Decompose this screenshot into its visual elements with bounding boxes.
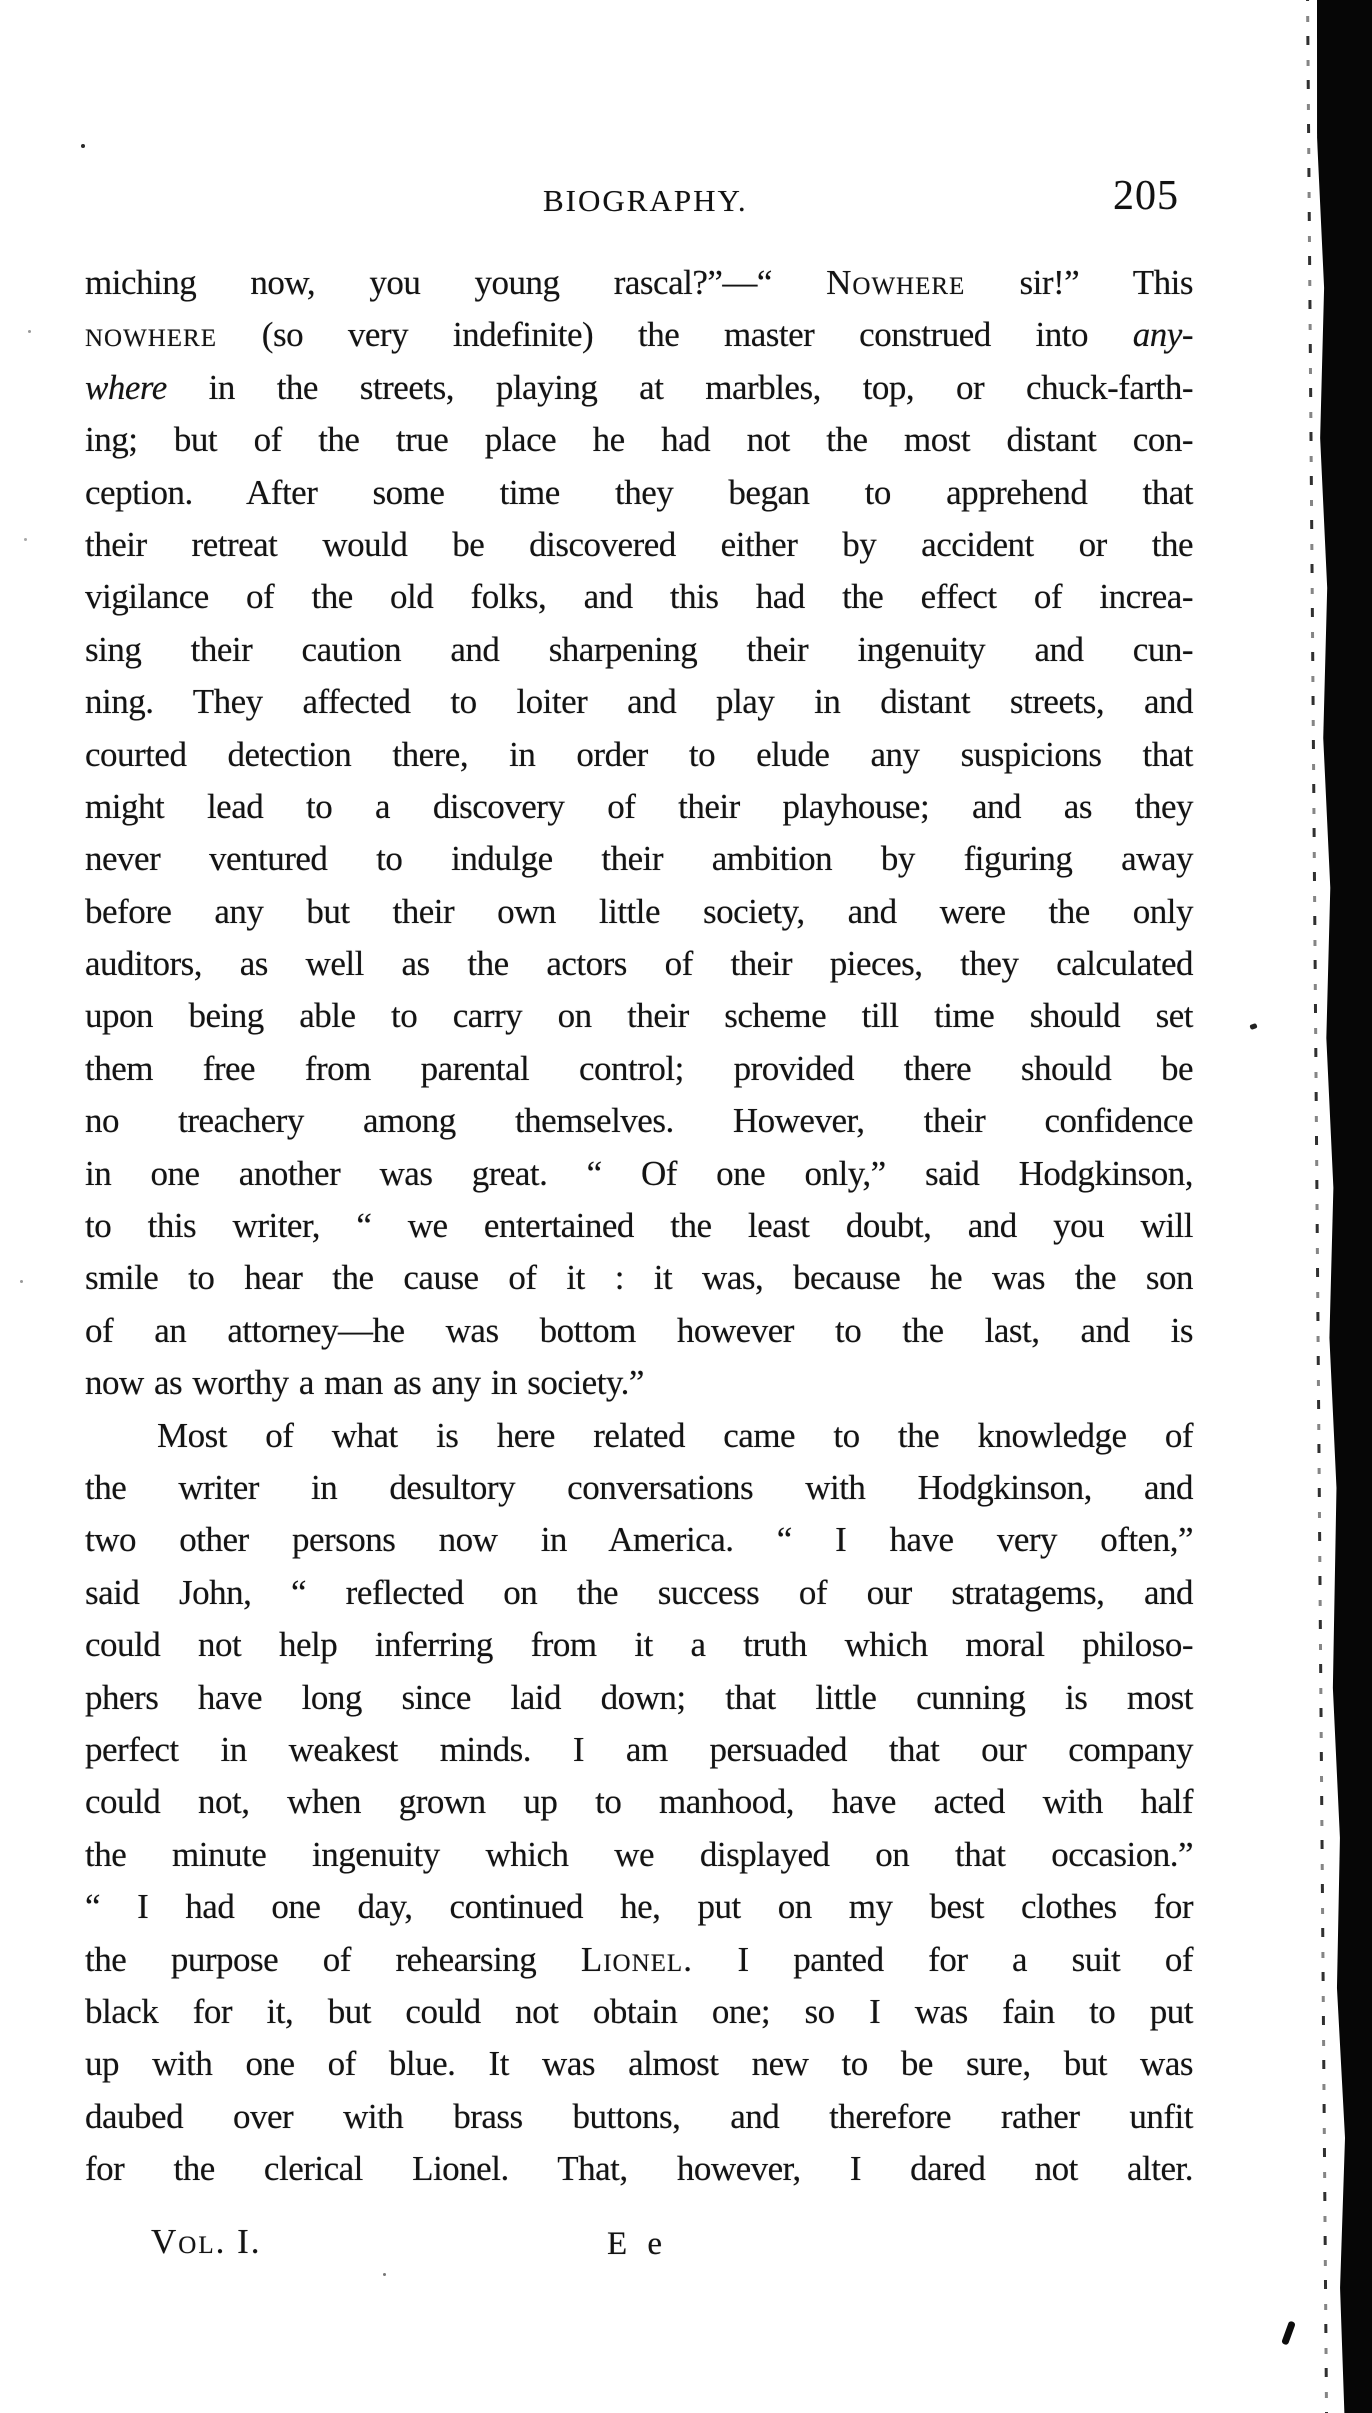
text-line: said John, “ reflected on the success of our stratagems, and: [85, 1572, 1193, 1612]
volume-label: Vol. I.: [151, 2222, 262, 2261]
text-line: for the clerical Lionel. That, however, I dared not alter.: [85, 2149, 1193, 2189]
text-line: never ventured to indulge their ambition by figuring away: [85, 839, 1193, 879]
text-line: to this writer, “ we entertained the least doubt, and you will: [85, 1206, 1193, 1246]
text-line: could not, when grown up to manhood, have acted with half: [85, 1782, 1193, 1822]
ink-smudge: [1281, 2321, 1296, 2346]
text-line: upon being able to carry on their scheme till time should set: [85, 996, 1193, 1036]
text-line: could not help inferring from it a truth which moral philoso-: [85, 1625, 1193, 1665]
ink-speck: [20, 1280, 23, 1283]
text-line: their retreat would be discovered either by accident or the: [85, 524, 1193, 564]
text-line: “ I had one day, continued he, put on my best clothes for: [85, 1887, 1193, 1927]
text-line: ing; but of the true place he had not the most distant con-: [85, 420, 1193, 460]
text-line: phers have long since laid down; that little cunning is most: [85, 1677, 1193, 1717]
text-line: ception. After some time they began to apprehend that: [85, 472, 1193, 512]
text-line: Most of what is here related came to the knowledge of: [157, 1415, 1193, 1455]
signature-mark: E e: [607, 2226, 669, 2262]
ink-speck: [28, 330, 31, 333]
text-line: courted detection there, in order to elude any suspicions that: [85, 734, 1193, 774]
text-line: smile to hear the cause of it : it was, because he was the son: [85, 1258, 1193, 1298]
page-number: 205: [1113, 173, 1179, 219]
text-line: no treachery among themselves. However, their confidence: [85, 1101, 1193, 1141]
text-line: nowhere (so very indefinite) the master construed into any-: [85, 315, 1193, 355]
text-line: vigilance of the old folks, and this had the effect of increa-: [85, 577, 1193, 617]
page-footer: [85, 2222, 1193, 2282]
ink-speck: [24, 538, 27, 541]
page-body: [85, 257, 1193, 2195]
text-line: daubed over with brass buttons, and therefore rather unfit: [85, 2096, 1193, 2136]
text-line: them free from parental control; provided there should be: [85, 1048, 1193, 1088]
text-line: ning. They affected to loiter and play in distant streets, and: [85, 682, 1193, 722]
text-line: the minute ingenuity which we displayed on that occasion.”: [85, 1834, 1193, 1874]
text-line: two other persons now in America. “ I have very often,”: [85, 1520, 1193, 1560]
text-line: miching now, you young rascal?”—“ Nowhere sir!” This: [85, 263, 1193, 302]
running-header-title: BIOGRAPHY.: [543, 183, 748, 218]
text-line: before any but their own little society, and were the only: [85, 891, 1193, 931]
text-line: of an attorney—he was bottom however to the last, and is: [85, 1310, 1193, 1350]
text-line: the purpose of rehearsing Lionel. I panted for a suit of: [85, 1939, 1193, 1979]
text-line: perfect in weakest minds. I am persuaded that our company: [85, 1729, 1193, 1769]
ink-speck: [81, 144, 85, 148]
text-line: up with one of blue. It was almost new to be sure, but was: [85, 2044, 1193, 2084]
ink-speck: [1249, 1023, 1257, 1030]
text-line: the writer in desultory conversations with Hodgkinson, and: [85, 1467, 1193, 1507]
text-line: might lead to a discovery of their playhouse; and as they: [85, 786, 1193, 826]
ink-speck: [383, 2273, 386, 2276]
text-line: in one another was great. “ Of one only,” said Hodgkinson,: [85, 1153, 1193, 1193]
text-line: auditors, as well as the actors of their pieces, they calculated: [85, 944, 1193, 984]
text-line: black for it, but could not obtain one; so I was fain to put: [85, 1991, 1193, 2031]
text-line: now as worthy a man as any in society.”: [85, 1363, 644, 1403]
text-line: sing their caution and sharpening their ingenuity and cun-: [85, 629, 1193, 669]
text-line: where in the streets, playing at marbles, top, or chuck-farth-: [85, 367, 1193, 407]
